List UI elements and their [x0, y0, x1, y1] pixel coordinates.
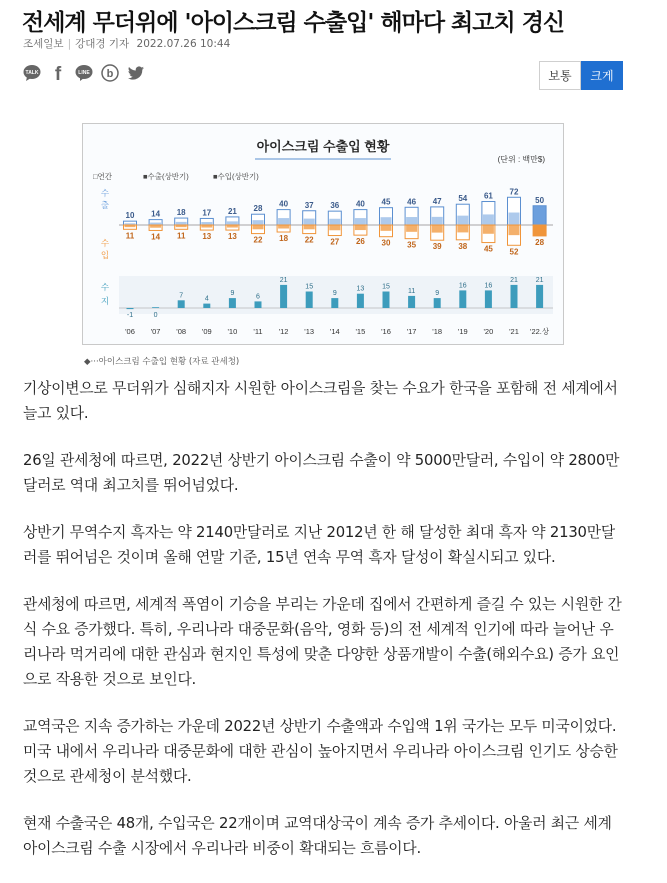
font-size-controls — [539, 61, 623, 90]
balance-bar — [459, 290, 466, 308]
balance-value-label: 15 — [305, 283, 314, 291]
chart-title: 아이스크림 수출입 현황 — [256, 139, 390, 154]
category-label: '07 — [150, 327, 161, 336]
export-value-label: 45 — [381, 197, 391, 207]
article-source[interactable]: 조세일보 — [23, 38, 64, 50]
balance-value-label: -1 — [126, 312, 134, 319]
export-value-label: 37 — [304, 200, 314, 210]
svg-text:TALK: TALK — [25, 70, 39, 76]
balance-bar — [203, 304, 210, 308]
import-value-label: 13 — [227, 232, 237, 242]
svg-text:LINE: LINE — [78, 70, 90, 76]
balance-value-label: 0 — [153, 312, 158, 319]
balance-bar — [229, 298, 236, 308]
paragraph: 현재 수출국은 48개, 수입국은 22개이며 교역대상국이 계속 증가 추세이다. 아울러 최근 세계 아이스크림 수출 시장에서 우리나라 비중이 확대되는 흐름이다. — [23, 815, 612, 857]
balance-bar — [306, 292, 313, 309]
export-value-label: 28 — [253, 204, 263, 214]
category-label: '16 — [381, 327, 391, 336]
import-value-label: 45 — [483, 244, 493, 254]
balance-value-label: 6 — [256, 293, 260, 301]
balance-bar — [434, 298, 441, 308]
category-label: '14 — [329, 327, 340, 336]
import-half-bar — [329, 225, 340, 230]
import-half-bar — [355, 225, 366, 230]
import-value-label: 13 — [202, 232, 212, 242]
paragraph: 26일 관세청에 따르면, 2022년 상반기 아이스크림 수출이 약 5000만달러, 수입이 약 2800만달러로 역대 최고치를 뛰어넘었다. — [23, 452, 620, 494]
article-body — [23, 376, 623, 883]
balance-value-label: 21 — [279, 276, 288, 284]
balance-value-label: 9 — [435, 290, 440, 298]
export-value-label: 47 — [432, 196, 442, 206]
export-half-bar — [329, 219, 340, 225]
export-half-bar — [355, 218, 366, 225]
export-value-label: 61 — [483, 191, 493, 201]
export-value-label: 40 — [355, 199, 365, 209]
import-half-bar — [150, 225, 161, 228]
export-half-bar — [406, 217, 417, 225]
balance-side-label: 지 — [100, 296, 110, 306]
figure-caption: ◆···아이스크림 수출입 현황 (자료 관세청) — [84, 357, 240, 367]
balance-bar — [331, 298, 338, 308]
export-value-label: 54 — [458, 194, 468, 204]
legend-entry: ■수입(상반기) — [213, 172, 259, 181]
import-value-label: 30 — [381, 238, 391, 248]
balance-value-label: 15 — [382, 283, 390, 291]
balance-value-label: 16 — [458, 282, 467, 290]
import-value-label: 22 — [304, 235, 314, 245]
import-value-label: 52 — [509, 247, 519, 257]
category-label: '10 — [227, 327, 238, 336]
export-value-label: 50 — [535, 195, 545, 205]
import-bar — [533, 225, 546, 236]
category-label: '17 — [406, 327, 417, 336]
export-half-bar — [457, 216, 468, 225]
balance-value-label: 7 — [179, 292, 184, 300]
export-half-bar — [304, 219, 315, 225]
paragraph: 기상이변으로 무더위가 심해지자 시원한 아이스크림을 찾는 수요가 한국을 포함해 전 세계에서 늘고 있다. — [23, 380, 618, 422]
line-icon[interactable] — [75, 64, 93, 82]
export-value-label: 18 — [176, 208, 186, 218]
font-large-button[interactable]: 크게 — [581, 61, 623, 90]
import-half-bar — [227, 225, 238, 228]
export-value-label: 21 — [227, 206, 237, 216]
export-half-bar — [278, 218, 289, 225]
import-half-bar — [201, 225, 212, 228]
article-author: 강대경 기자 — [75, 38, 130, 50]
balance-value-label: 21 — [510, 276, 518, 284]
import-side-label: 입 — [100, 250, 110, 260]
article-title: 전세계 무더위에 '아이스크림 수출입' 해마다 최고치 경신 — [22, 10, 565, 36]
category-label: '11 — [253, 327, 263, 336]
import-half-bar — [457, 225, 468, 232]
legend-entry: □연간 — [93, 172, 113, 181]
svg-text:f: f — [54, 64, 62, 82]
export-half-bar — [509, 213, 520, 225]
balance-bar — [357, 294, 364, 308]
import-half-bar — [483, 225, 494, 234]
export-value-label: 14 — [151, 209, 161, 219]
export-value-label: 36 — [330, 201, 340, 211]
category-label: '22.상 — [530, 327, 550, 336]
import-value-label: 18 — [279, 234, 289, 244]
article-datetime: 2022.07.26 10:44 — [136, 38, 231, 50]
import-value-label: 11 — [176, 231, 186, 241]
balance-value-label: 13 — [356, 285, 365, 293]
import-value-label: 14 — [151, 232, 161, 242]
balance-value-label: 21 — [535, 276, 544, 284]
byline: 조세일보 | 강대경 기자 2022.07.26 10:44 — [23, 38, 231, 50]
balance-bar — [152, 307, 159, 308]
balance-value-label: 16 — [484, 282, 493, 290]
import-side-label: 수 — [100, 238, 110, 248]
legend-entry: ■수출(상반기) — [143, 172, 189, 181]
balance-bar — [280, 285, 287, 308]
balance-bar — [536, 285, 543, 308]
export-half-bar — [227, 221, 238, 225]
category-label: '15 — [355, 327, 366, 336]
balance-value-label: 11 — [407, 287, 416, 295]
import-half-bar — [406, 225, 417, 232]
category-label: '09 — [201, 327, 212, 336]
import-value-label: 27 — [330, 237, 340, 247]
import-half-bar — [253, 225, 264, 229]
band-icon[interactable] — [101, 64, 119, 82]
export-import-chart — [83, 124, 563, 344]
category-label: '08 — [176, 327, 187, 336]
export-bar — [533, 206, 546, 225]
import-value-label: 11 — [125, 231, 135, 241]
balance-value-label: 9 — [230, 290, 235, 298]
import-half-bar — [125, 225, 136, 227]
category-label: '19 — [457, 327, 468, 336]
balance-bar — [408, 296, 415, 308]
balance-bar — [127, 308, 134, 309]
import-value-label: 28 — [535, 237, 545, 247]
export-half-bar — [483, 214, 494, 225]
balance-bar — [178, 300, 185, 308]
import-half-bar — [278, 225, 289, 229]
balance-bar — [255, 301, 262, 308]
paragraph: 교역국은 지속 증가하는 가운데 2022년 상반기 수출액과 수입액 1위 국가는 모두 미국이었다. 미국 내에서 우리나라 대중문화에 대한 관심이 높아지면서 우리나라 아이스크림 인기도 상승한 것으로 관세청이 분석했다. — [23, 718, 618, 785]
import-value-label: 39 — [432, 242, 442, 252]
export-value-label: 72 — [509, 187, 519, 197]
export-side-label: 수 — [100, 188, 110, 198]
share-bar — [23, 64, 145, 82]
balance-bar — [511, 285, 518, 308]
balance-bar — [485, 290, 492, 308]
category-label: '20 — [483, 327, 494, 336]
category-label: '13 — [304, 327, 315, 336]
export-value-label: 10 — [125, 211, 135, 221]
chart-unit: (단위 : 백만$) — [497, 155, 545, 164]
import-half-bar — [176, 225, 187, 227]
category-label: '12 — [278, 327, 289, 336]
export-value-label: 46 — [407, 197, 417, 207]
svg-text:b: b — [106, 68, 114, 80]
balance-value-label: 9 — [332, 290, 337, 298]
export-half-bar — [432, 217, 443, 225]
balance-value-label: 4 — [204, 295, 209, 303]
import-half-bar — [381, 225, 392, 231]
export-half-bar — [253, 220, 264, 225]
paragraph: 상반기 무역수지 흑자는 약 2140만달러로 지난 2012년 한 해 달성한 최대 흑자 약 2130만달러를 뛰어넘은 것이며 올해 연말 기준, 15년 연속 무역 흑자 달성이 확실시되고 있다. — [23, 524, 615, 566]
kakaotalk-icon[interactable] — [23, 64, 41, 82]
export-value-label: 17 — [202, 208, 212, 218]
twitter-icon[interactable] — [127, 64, 145, 82]
export-half-bar — [381, 217, 392, 225]
export-side-label: 출 — [100, 200, 110, 210]
category-label: '06 — [125, 327, 135, 336]
import-half-bar — [304, 225, 315, 229]
import-value-label: 22 — [253, 235, 263, 245]
balance-bar — [383, 292, 390, 309]
import-half-bar — [432, 225, 443, 233]
paragraph: 관세청에 따르면, 세계적 폭염이 기승을 부리는 가운데 집에서 간편하게 즐길 수 있는 시원한 간식 수요 증가했다. 특히, 우리나라 대중문화(음악, 영화 등)의 전 세계적 인기에 따라 늘어난 우리나라 먹거리에 대한 관심과 현지인 특성에 맞춘 다양한 상품개발이 수출(해외수요) 증가 요인으로 작용한 것으로 보인다. — [23, 596, 622, 688]
import-value-label: 35 — [407, 240, 417, 250]
import-half-bar — [509, 225, 520, 235]
category-label: '21 — [509, 327, 519, 336]
export-value-label: 40 — [279, 199, 289, 209]
import-value-label: 38 — [458, 241, 468, 251]
import-value-label: 26 — [355, 237, 365, 247]
balance-side-label: 수 — [100, 282, 110, 292]
font-normal-button[interactable]: 보통 — [539, 61, 581, 90]
chart-figure — [82, 123, 564, 345]
category-label: '18 — [432, 327, 443, 336]
facebook-icon[interactable] — [49, 64, 67, 82]
